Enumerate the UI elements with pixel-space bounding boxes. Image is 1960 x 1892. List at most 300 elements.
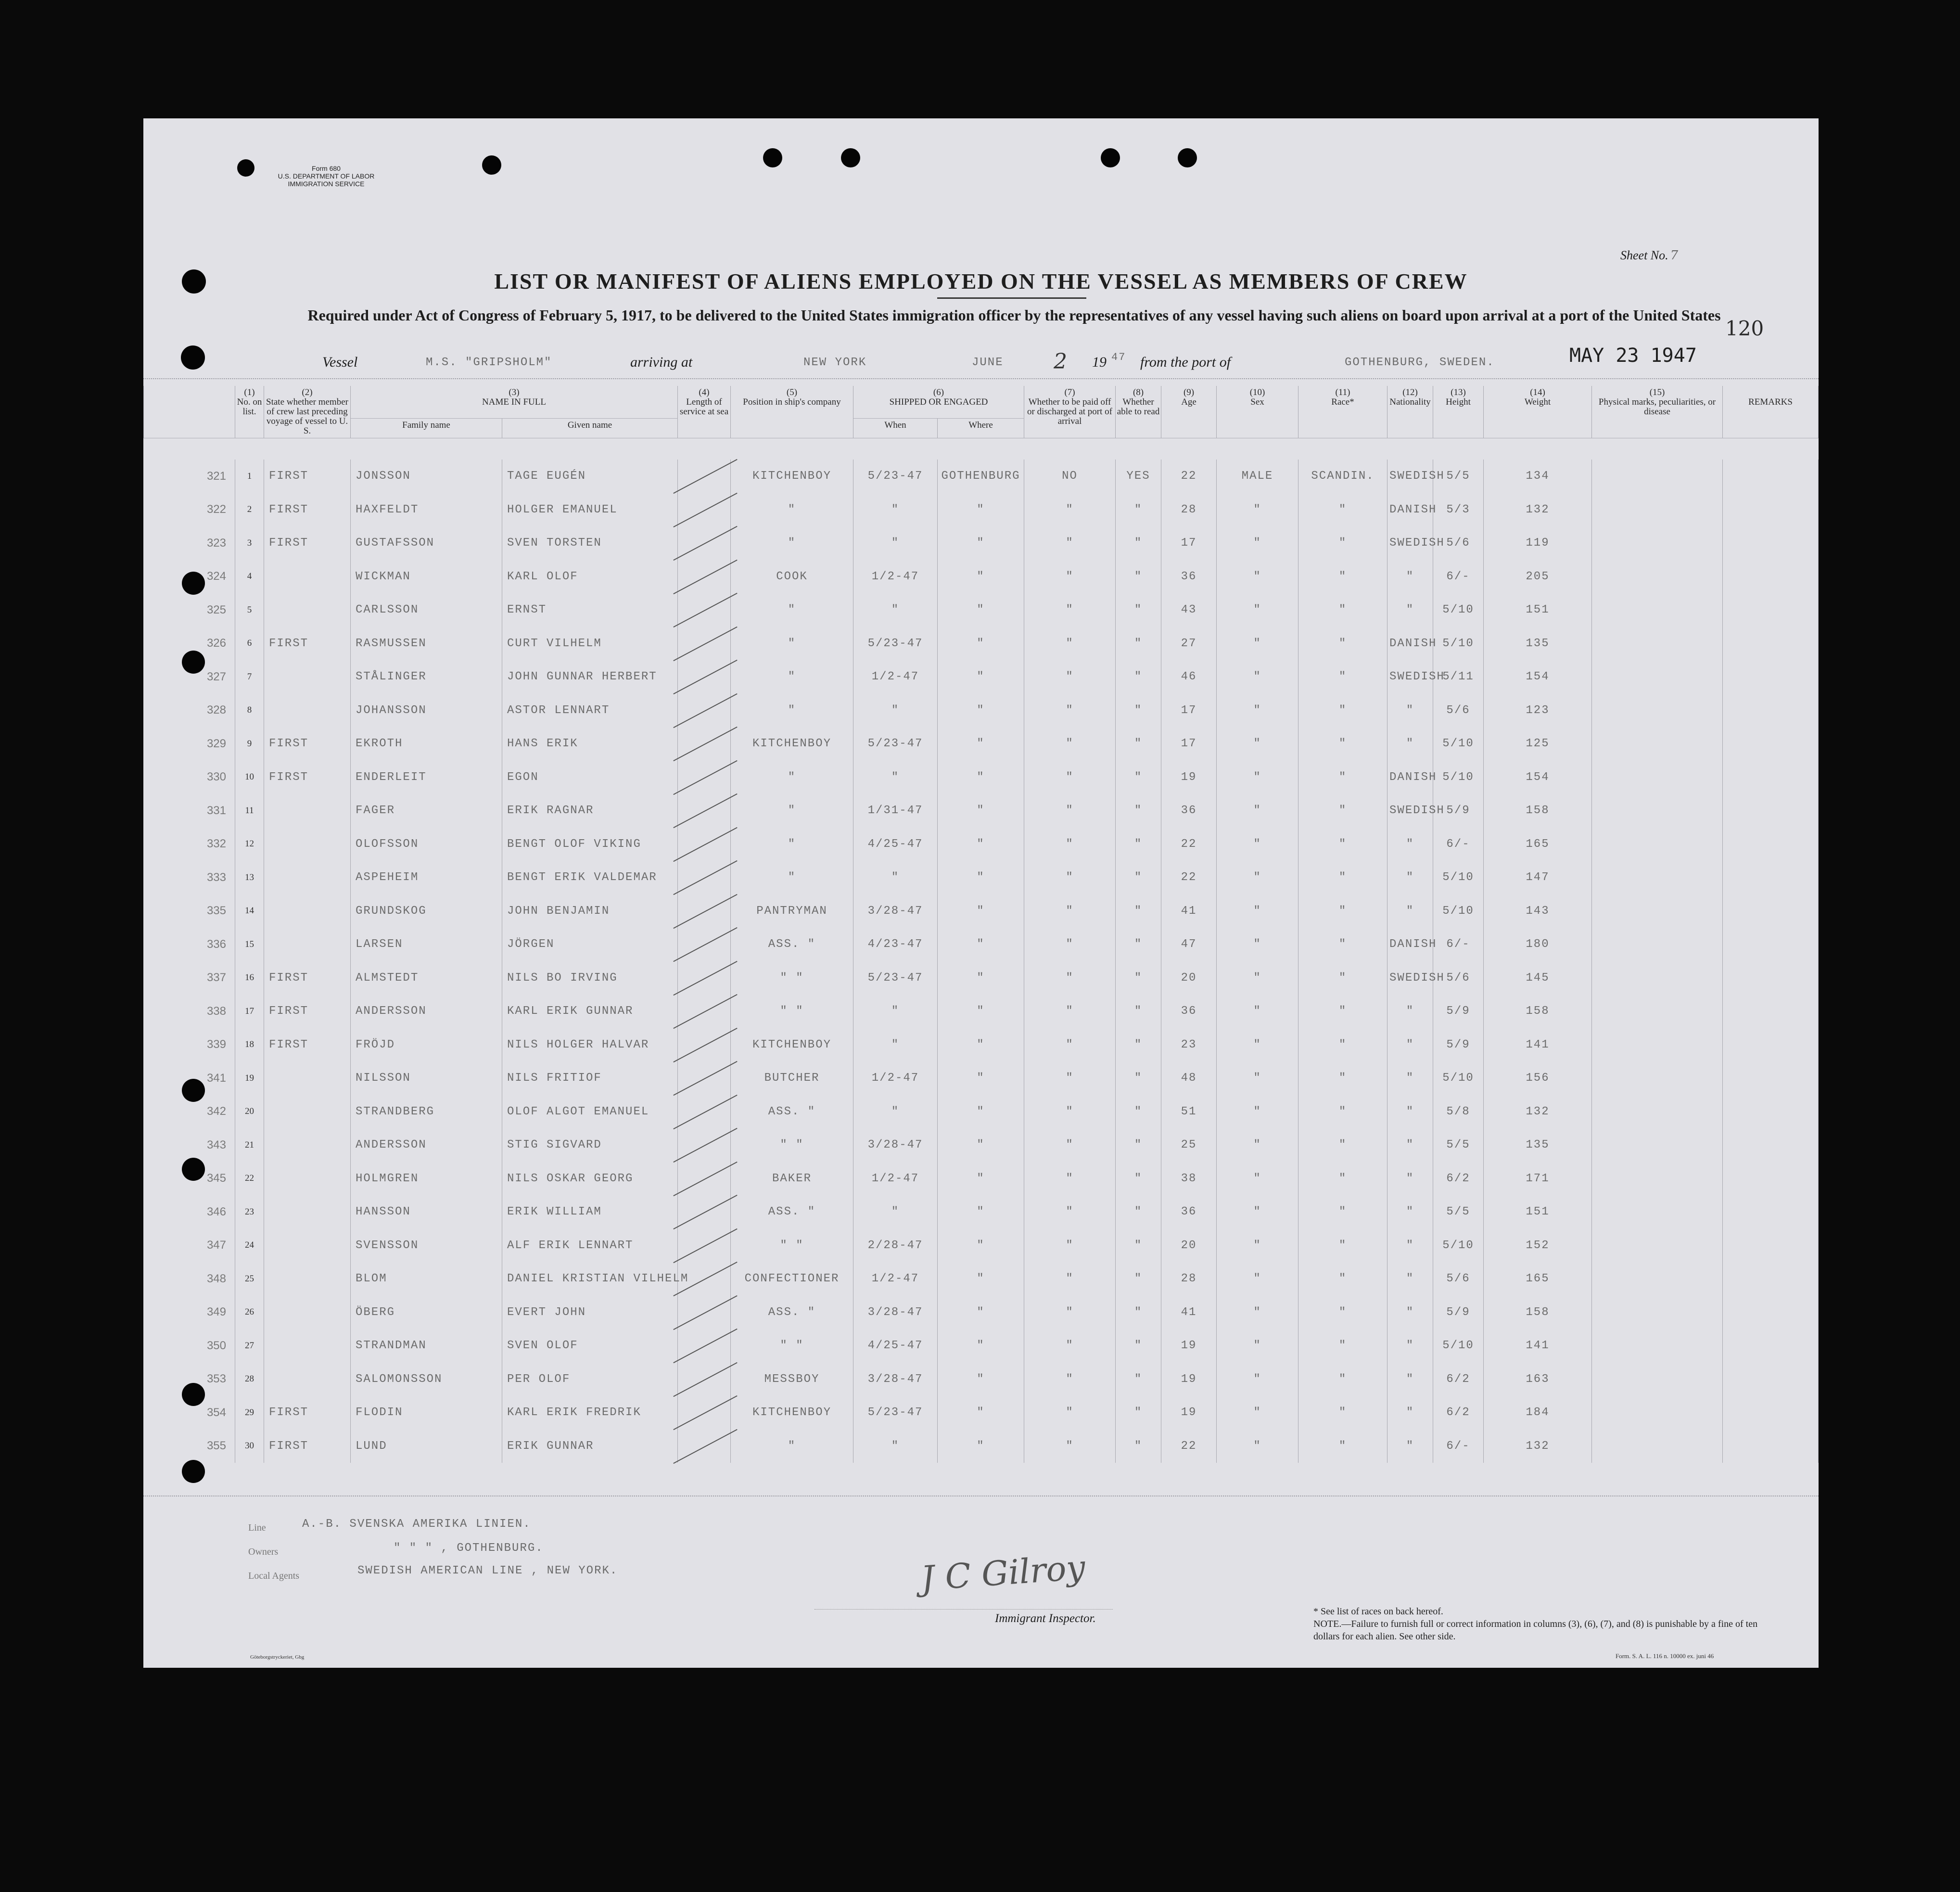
- service-cell: [678, 1162, 731, 1196]
- physical-marks-cell: [1592, 1061, 1723, 1095]
- nationality-cell: ": [1387, 1162, 1433, 1196]
- shipped-when-cell: 5/23-47: [853, 727, 938, 761]
- last-voyage-cell: FIRST: [264, 1430, 351, 1463]
- given-name-cell: KARL ERIK FREDRIK: [502, 1396, 678, 1430]
- row-number: 26: [235, 1296, 264, 1330]
- last-voyage-cell: [264, 694, 351, 728]
- family-name-cell: SALOMONSSON: [351, 1363, 502, 1396]
- family-name-cell: FAGER: [351, 794, 502, 828]
- service-cell: [678, 526, 731, 560]
- weight-cell: 132: [1484, 493, 1592, 527]
- age-cell: 19: [1161, 1363, 1217, 1396]
- age-cell: 51: [1161, 1095, 1217, 1129]
- height-cell: 5/9: [1433, 995, 1484, 1028]
- crew-row: [144, 1296, 1819, 1330]
- family-name-cell: ASPEHEIM: [351, 861, 502, 895]
- row-number: 25: [235, 1262, 264, 1296]
- service-strike-mark: [673, 1228, 737, 1263]
- crew-row: [144, 1430, 1819, 1463]
- physical-marks-cell: [1592, 1195, 1723, 1229]
- paid-off-cell: ": [1024, 1229, 1116, 1263]
- shipped-when-cell: ": [853, 493, 938, 527]
- remarks-cell: [1723, 995, 1819, 1028]
- sex-cell: ": [1217, 961, 1298, 995]
- row-number: 10: [235, 761, 264, 794]
- margin-number: 350: [206, 1339, 226, 1352]
- height-cell: 5/9: [1433, 1028, 1484, 1062]
- physical-marks-cell: [1592, 1262, 1723, 1296]
- row-number: 18: [235, 1028, 264, 1062]
- family-name-cell: HAXFELDT: [351, 493, 502, 527]
- local-agents-label: Local Agents: [248, 1571, 300, 1581]
- race-cell: ": [1298, 1262, 1387, 1296]
- given-name-cell: NILS FRITIOF: [502, 1061, 678, 1095]
- row-number: 9: [235, 727, 264, 761]
- weight-cell: 163: [1484, 1363, 1592, 1396]
- able-to-read-cell: ": [1116, 1229, 1161, 1263]
- age-cell: 36: [1161, 995, 1217, 1028]
- arriving-port: NEW YORK: [803, 356, 867, 369]
- paid-off-cell: ": [1024, 593, 1116, 627]
- height-cell: 5/6: [1433, 1262, 1484, 1296]
- service-cell: [678, 895, 731, 928]
- paid-off-cell: ": [1024, 961, 1116, 995]
- sheet-number: [1620, 248, 1678, 263]
- shipped-when-cell: 3/28-47: [853, 895, 938, 928]
- family-name-cell: ALMSTEDT: [351, 961, 502, 995]
- from-port-label: from the port of: [1140, 354, 1231, 370]
- race-note: * See list of races on back hereof.: [1313, 1606, 1443, 1617]
- margin-number: 327: [206, 670, 226, 683]
- weight-cell: 156: [1484, 1061, 1592, 1095]
- margin-number: 332: [206, 837, 226, 851]
- nationality-cell: ": [1387, 560, 1433, 594]
- margin-number: 337: [206, 971, 226, 984]
- sex-cell: ": [1217, 1262, 1298, 1296]
- shipped-when-cell: 4/23-47: [853, 928, 938, 961]
- physical-marks-cell: [1592, 727, 1723, 761]
- sex-cell: MALE: [1217, 460, 1298, 493]
- family-name-cell: RASMUSSEN: [351, 627, 502, 661]
- weight-cell: 141: [1484, 1028, 1592, 1062]
- shipped-where-cell: ": [938, 1430, 1024, 1463]
- service-strike-mark: [673, 927, 737, 962]
- last-voyage-cell: [264, 1061, 351, 1095]
- crew-row: [144, 1329, 1819, 1363]
- able-to-read-cell: ": [1116, 560, 1161, 594]
- able-to-read-cell: ": [1116, 1061, 1161, 1095]
- crew-row: [144, 694, 1819, 728]
- family-name-cell: GUSTAFSSON: [351, 526, 502, 560]
- position-cell: MESSBOY: [731, 1363, 853, 1396]
- given-name-cell: ALF ERIK LENNART: [502, 1229, 678, 1263]
- sex-cell: ": [1217, 1229, 1298, 1263]
- col-header-last-voyage: (2) State whether member of crew last preceding voyage of vessel to U. S.: [264, 386, 351, 438]
- sex-cell: ": [1217, 861, 1298, 895]
- shipped-where-cell: ": [938, 1396, 1024, 1430]
- shipped-where-cell: ": [938, 694, 1024, 728]
- service-strike-mark: [673, 1295, 737, 1330]
- row-number: 17: [235, 995, 264, 1028]
- physical-marks-cell: [1592, 593, 1723, 627]
- nationality-cell: ": [1387, 895, 1433, 928]
- physical-marks-cell: [1592, 861, 1723, 895]
- given-name-cell: KARL ERIK GUNNAR: [502, 995, 678, 1028]
- shipped-where-cell: ": [938, 593, 1024, 627]
- height-cell: 6/-: [1433, 1430, 1484, 1463]
- able-to-read-cell: ": [1116, 1095, 1161, 1129]
- given-name-cell: JOHN GUNNAR HERBERT: [502, 660, 678, 694]
- race-cell: ": [1298, 1095, 1387, 1129]
- row-number: 23: [235, 1195, 264, 1229]
- position-cell: ": [731, 794, 853, 828]
- position-cell: ": [731, 861, 853, 895]
- row-number: 21: [235, 1128, 264, 1162]
- sex-cell: ": [1217, 1363, 1298, 1396]
- margin-number: 326: [206, 637, 226, 650]
- col-header-family-name: Family name: [351, 419, 502, 438]
- service-cell: [678, 1296, 731, 1330]
- remarks-cell: [1723, 761, 1819, 794]
- shipped-where-cell: ": [938, 928, 1024, 961]
- race-cell: ": [1298, 1195, 1387, 1229]
- family-name-cell: STRANDMAN: [351, 1329, 502, 1363]
- physical-marks-cell: [1592, 526, 1723, 560]
- race-cell: ": [1298, 1329, 1387, 1363]
- nationality-cell: ": [1387, 694, 1433, 728]
- service-cell: [678, 1229, 731, 1263]
- nationality-cell: ": [1387, 1329, 1433, 1363]
- age-cell: 22: [1161, 1430, 1217, 1463]
- able-to-read-cell: ": [1116, 493, 1161, 527]
- weight-cell: 151: [1484, 1195, 1592, 1229]
- position-cell: CONFECTIONER: [731, 1262, 853, 1296]
- position-cell: " ": [731, 1229, 853, 1263]
- crew-row: [144, 660, 1819, 694]
- age-cell: 17: [1161, 526, 1217, 560]
- given-name-cell: ERNST: [502, 593, 678, 627]
- race-cell: ": [1298, 928, 1387, 961]
- race-cell: ": [1298, 727, 1387, 761]
- margin-number: 339: [206, 1038, 226, 1051]
- position-cell: BUTCHER: [731, 1061, 853, 1095]
- crew-row: [144, 928, 1819, 961]
- height-cell: 6/-: [1433, 928, 1484, 961]
- position-cell: ": [731, 660, 853, 694]
- able-to-read-cell: ": [1116, 1162, 1161, 1196]
- age-cell: 20: [1161, 961, 1217, 995]
- given-name-cell: PER OLOF: [502, 1363, 678, 1396]
- row-number: 29: [235, 1396, 264, 1430]
- family-name-cell: FRÖJD: [351, 1028, 502, 1062]
- service-cell: [678, 1128, 731, 1162]
- given-name-cell: SVEN TORSTEN: [502, 526, 678, 560]
- shipped-where-cell: ": [938, 627, 1024, 661]
- row-number: 6: [235, 627, 264, 661]
- remarks-cell: [1723, 560, 1819, 594]
- last-voyage-cell: [264, 1363, 351, 1396]
- remarks-cell: [1723, 794, 1819, 828]
- margin-number: 333: [206, 870, 226, 884]
- able-to-read-cell: ": [1116, 761, 1161, 794]
- family-name-cell: CARLSSON: [351, 593, 502, 627]
- race-cell: ": [1298, 593, 1387, 627]
- family-name-cell: NILSSON: [351, 1061, 502, 1095]
- shipped-when-cell: 3/28-47: [853, 1128, 938, 1162]
- shipped-when-cell: 1/31-47: [853, 794, 938, 828]
- form-header: Form 680 U.S. DEPARTMENT OF LABOR IMMIGRATION SERVICE: [278, 165, 375, 188]
- age-cell: 23: [1161, 1028, 1217, 1062]
- able-to-read-cell: ": [1116, 1363, 1161, 1396]
- service-cell: [678, 1430, 731, 1463]
- shipped-where-cell: ": [938, 1329, 1024, 1363]
- shipped-when-cell: ": [853, 593, 938, 627]
- given-name-cell: CURT VILHELM: [502, 627, 678, 661]
- nationality-cell: ": [1387, 1262, 1433, 1296]
- paid-off-cell: ": [1024, 526, 1116, 560]
- margin-number: 323: [206, 536, 226, 550]
- service-cell: [678, 1262, 731, 1296]
- family-name-cell: ANDERSSON: [351, 1128, 502, 1162]
- crew-row: [144, 761, 1819, 794]
- height-cell: 5/9: [1433, 794, 1484, 828]
- able-to-read-cell: ": [1116, 928, 1161, 961]
- crew-row: [144, 460, 1819, 493]
- sex-cell: ": [1217, 1162, 1298, 1196]
- row-number: 20: [235, 1095, 264, 1129]
- paid-off-cell: ": [1024, 1296, 1116, 1330]
- weight-cell: 132: [1484, 1430, 1592, 1463]
- height-cell: 5/10: [1433, 761, 1484, 794]
- paid-off-cell: ": [1024, 1363, 1116, 1396]
- col-header-given-name: Given name: [502, 419, 678, 438]
- family-name-cell: HANSSON: [351, 1195, 502, 1229]
- crew-manifest-table: [143, 386, 1819, 1463]
- position-cell: ASS. ": [731, 928, 853, 961]
- row-number: 27: [235, 1329, 264, 1363]
- position-cell: ": [731, 526, 853, 560]
- shipped-when-cell: 1/2-47: [853, 1162, 938, 1196]
- col-header-where: Where: [938, 419, 1024, 438]
- nationality-cell: ": [1387, 995, 1433, 1028]
- weight-cell: 134: [1484, 460, 1592, 493]
- nationality-cell: DANISH: [1387, 761, 1433, 794]
- paid-off-cell: ": [1024, 660, 1116, 694]
- nationality-cell: SWEDISH: [1387, 961, 1433, 995]
- service-strike-mark: [673, 492, 737, 527]
- last-voyage-cell: FIRST: [264, 1396, 351, 1430]
- shipped-where-cell: ": [938, 1128, 1024, 1162]
- height-cell: 5/11: [1433, 660, 1484, 694]
- form-number: Form. S. A. L. 116 n. 10000 ex. juni 46: [1616, 1652, 1714, 1660]
- physical-marks-cell: [1592, 627, 1723, 661]
- service-cell: [678, 593, 731, 627]
- weight-cell: 165: [1484, 1262, 1592, 1296]
- age-cell: 17: [1161, 694, 1217, 728]
- nationality-cell: SWEDISH: [1387, 660, 1433, 694]
- paid-off-cell: ": [1024, 1329, 1116, 1363]
- position-cell: ": [731, 694, 853, 728]
- age-cell: 28: [1161, 1262, 1217, 1296]
- physical-marks-cell: [1592, 560, 1723, 594]
- service-cell: [678, 1028, 731, 1062]
- position-cell: ": [731, 828, 853, 861]
- age-cell: 48: [1161, 1061, 1217, 1095]
- age-cell: 20: [1161, 1229, 1217, 1263]
- shipped-when-cell: 4/25-47: [853, 1329, 938, 1363]
- crew-row: [144, 961, 1819, 995]
- shipped-where-cell: ": [938, 526, 1024, 560]
- age-cell: 36: [1161, 560, 1217, 594]
- nationality-cell: ": [1387, 1396, 1433, 1430]
- position-cell: " ": [731, 1128, 853, 1162]
- punch-hole: [1178, 148, 1197, 167]
- physical-marks-cell: [1592, 794, 1723, 828]
- nationality-cell: ": [1387, 1095, 1433, 1129]
- age-cell: 36: [1161, 794, 1217, 828]
- sex-cell: ": [1217, 727, 1298, 761]
- shipped-when-cell: 1/2-47: [853, 1061, 938, 1095]
- family-name-cell: FLODIN: [351, 1396, 502, 1430]
- punch-hole: [482, 155, 501, 175]
- race-cell: ": [1298, 526, 1387, 560]
- family-name-cell: BLOM: [351, 1262, 502, 1296]
- margin-number: 346: [206, 1205, 226, 1218]
- last-voyage-cell: [264, 660, 351, 694]
- given-name-cell: SVEN OLOF: [502, 1329, 678, 1363]
- local-agents-value: SWEDISH AMERICAN LINE , NEW YORK.: [357, 1564, 618, 1577]
- remarks-cell: [1723, 1162, 1819, 1196]
- margin-header: [144, 386, 235, 438]
- service-strike-mark: [673, 860, 737, 895]
- physical-marks-cell: [1592, 1095, 1723, 1129]
- margin-number: 330: [206, 770, 226, 784]
- margin-number: 335: [206, 904, 226, 918]
- age-cell: 19: [1161, 1396, 1217, 1430]
- paid-off-cell: ": [1024, 995, 1116, 1028]
- margin-number: 331: [206, 804, 226, 817]
- family-name-cell: SVENSSON: [351, 1229, 502, 1263]
- service-strike-mark: [673, 827, 737, 861]
- physical-marks-cell: [1592, 928, 1723, 961]
- col-header-no: (1) No. on list.: [235, 386, 264, 438]
- family-name-cell: JONSSON: [351, 460, 502, 493]
- height-cell: 5/10: [1433, 1061, 1484, 1095]
- service-cell: [678, 1195, 731, 1229]
- shipped-when-cell: ": [853, 861, 938, 895]
- last-voyage-cell: [264, 1262, 351, 1296]
- position-cell: " ": [731, 1329, 853, 1363]
- margin-number: 347: [206, 1239, 226, 1252]
- able-to-read-cell: ": [1116, 995, 1161, 1028]
- age-cell: 41: [1161, 895, 1217, 928]
- service-strike-mark: [673, 1362, 737, 1396]
- given-name-cell: BENGT OLOF VIKING: [502, 828, 678, 861]
- weight-cell: 184: [1484, 1396, 1592, 1430]
- paid-off-cell: ": [1024, 1061, 1116, 1095]
- sex-cell: ": [1217, 895, 1298, 928]
- shipped-where-cell: ": [938, 895, 1024, 928]
- height-cell: 6/2: [1433, 1162, 1484, 1196]
- shipped-where-cell: ": [938, 560, 1024, 594]
- shipped-where-cell: ": [938, 1095, 1024, 1129]
- remarks-cell: [1723, 1195, 1819, 1229]
- last-voyage-cell: [264, 928, 351, 961]
- remarks-cell: [1723, 1262, 1819, 1296]
- col-header-age: (9) Age: [1161, 386, 1217, 438]
- crew-row: [144, 1229, 1819, 1263]
- departure-port: GOTHENBURG, SWEDEN.: [1345, 356, 1495, 369]
- row-number: 15: [235, 928, 264, 961]
- age-cell: 46: [1161, 660, 1217, 694]
- service-strike-mark: [673, 727, 737, 761]
- shipped-where-cell: ": [938, 1195, 1024, 1229]
- margin-number: 322: [206, 503, 226, 516]
- family-name-cell: STÅLINGER: [351, 660, 502, 694]
- weight-cell: 135: [1484, 1128, 1592, 1162]
- family-name-cell: OLOFSSON: [351, 828, 502, 861]
- service-cell: [678, 627, 731, 661]
- given-name-cell: ERIK GUNNAR: [502, 1430, 678, 1463]
- race-cell: SCANDIN.: [1298, 460, 1387, 493]
- nationality-cell: SWEDISH: [1387, 460, 1433, 493]
- sex-cell: ": [1217, 593, 1298, 627]
- row-number: 1: [235, 460, 264, 493]
- crew-row: [144, 627, 1819, 661]
- given-name-cell: ERIK WILLIAM: [502, 1195, 678, 1229]
- shipped-where-cell: ": [938, 727, 1024, 761]
- nationality-cell: ": [1387, 1363, 1433, 1396]
- able-to-read-cell: ": [1116, 794, 1161, 828]
- margin-number: 354: [206, 1406, 226, 1419]
- paid-off-cell: ": [1024, 1028, 1116, 1062]
- weight-cell: 135: [1484, 627, 1592, 661]
- vessel-name: M.S. "GRIPSHOLM": [426, 356, 552, 369]
- service-strike-mark: [673, 760, 737, 794]
- weight-cell: 143: [1484, 895, 1592, 928]
- weight-cell: 152: [1484, 1229, 1592, 1263]
- crew-row: [144, 828, 1819, 861]
- able-to-read-cell: ": [1116, 961, 1161, 995]
- service-strike-mark: [673, 960, 737, 995]
- nationality-cell: DANISH: [1387, 493, 1433, 527]
- arrival-day: 2: [1054, 349, 1067, 374]
- service-strike-mark: [673, 1161, 737, 1196]
- position-cell: PANTRYMAN: [731, 895, 853, 928]
- service-cell: [678, 660, 731, 694]
- remarks-cell: [1723, 1396, 1819, 1430]
- last-voyage-cell: FIRST: [264, 995, 351, 1028]
- remarks-cell: [1723, 627, 1819, 661]
- age-cell: 22: [1161, 460, 1217, 493]
- col-header-name: (3) NAME IN FULL: [351, 386, 678, 419]
- signature-line: [815, 1609, 1113, 1610]
- shipped-when-cell: 5/23-47: [853, 460, 938, 493]
- sex-cell: ": [1217, 1061, 1298, 1095]
- height-cell: 5/5: [1433, 460, 1484, 493]
- crew-row: [144, 1028, 1819, 1062]
- able-to-read-cell: ": [1116, 1128, 1161, 1162]
- nationality-cell: ": [1387, 1229, 1433, 1263]
- last-voyage-cell: [264, 1162, 351, 1196]
- physical-marks-cell: [1592, 493, 1723, 527]
- nationality-cell: ": [1387, 1430, 1433, 1463]
- row-number: 22: [235, 1162, 264, 1196]
- sex-cell: ": [1217, 627, 1298, 661]
- remarks-cell: [1723, 1128, 1819, 1162]
- last-voyage-cell: [264, 794, 351, 828]
- height-cell: 5/6: [1433, 961, 1484, 995]
